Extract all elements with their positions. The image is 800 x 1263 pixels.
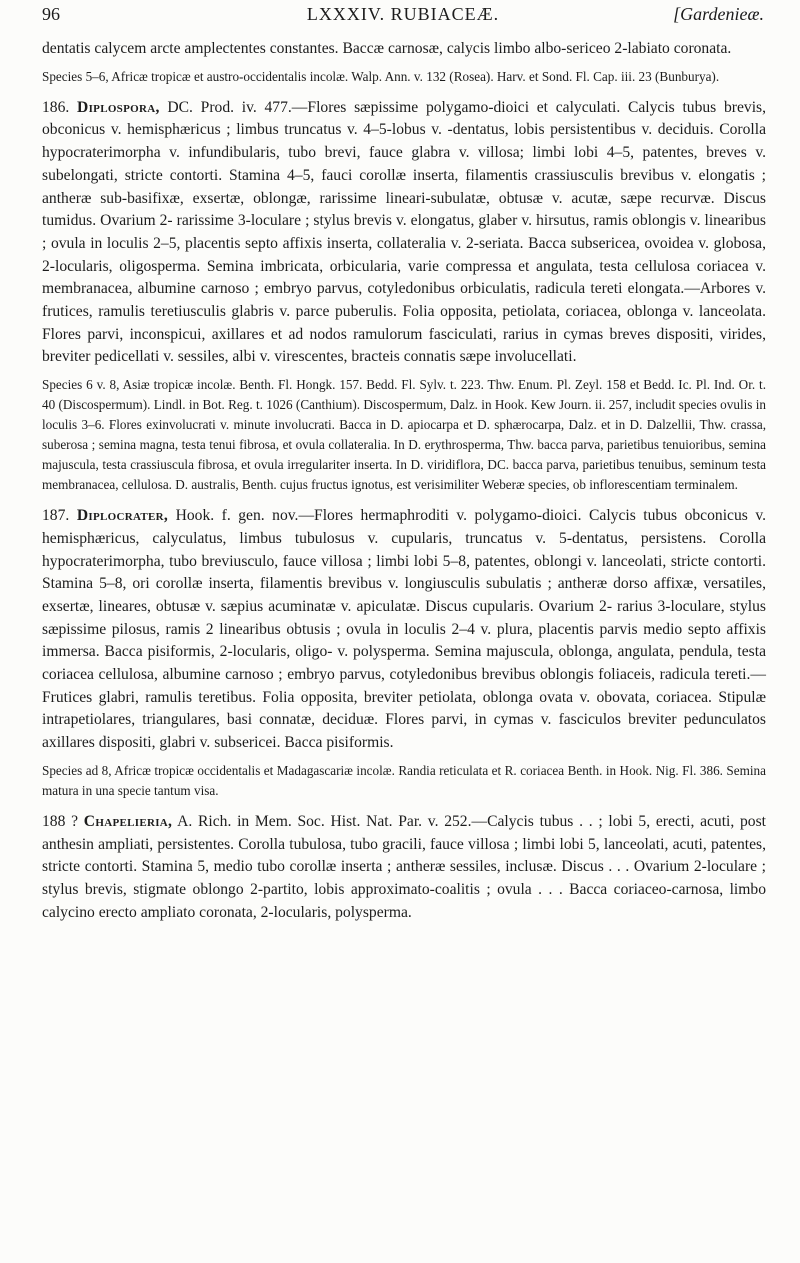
- genus-description: A. Rich. in Mem. Soc. Hist. Nat. Par. v. 252.—Calycis tubus . . ; lobi 5, erecti, acuti, post anthesin ampliati, persistentes. Corolla tubulosa, tubo gracili, fauce villosa ; limbi lobi 5, lanceolati, acuti, patentes, stricte contorti. Stamina 5, medio tubo corollæ inserta ; antheræ sessiles, inclusæ. Discus . . . Ovarium 2-loculare ; stylus brevis, stigmate oblongo 2-partito, lobis approximato-coalitis ; ovula . . . Bacca coriaceo-carnosa, limbo calycino erecto ampliato coronata, 2-locularis, polysperma.: [42, 812, 766, 921]
- species-note: [42, 761, 766, 801]
- genus-number: 188 ?: [42, 812, 79, 830]
- genus-entry-chapelieria: [42, 811, 766, 925]
- page-number: 96: [42, 4, 60, 24]
- genus-name: Diplospora,: [77, 98, 160, 116]
- paragraph-text: Species ad 8, Africæ tropicæ occidentalis et Madagascariæ incolæ. Randia reticulata et R. coriacea Benth. in Hook. Nig. Fl. 386. Semina matura in una specie tantum visa.: [42, 762, 766, 798]
- family-title: LXXXIV. RUBIACEÆ.: [306, 4, 500, 24]
- genus-number: 186.: [42, 98, 70, 116]
- paragraph-text: Species 6 v. 8, Asiæ tropicæ incolæ. Benth. Fl. Hongk. 157. Bedd. Fl. Sylv. t. 223. Thw. Enum. Pl. Zeyl. 158 et Bedd. Ic. Pl. Ind. Or. t. 40 (Discospermum). Lindl. in Bot. Reg. t. 1026 (Canthium). Discospermum, Dalz. in Hook. Kew Journ. ii. 257, includit species ovulis in loculis 3–6. Flores exinvolucrati v. minute involucrati. Bacca in D. apiocarpa et D. sphærocarpa, Dalz. et in D. Dalzellii, Thw. crassa, suberosa ; semina magna, testa tenui fibrosa, et ovula collateralia. In D. erythrosperma, Thw. bacca parva, parietibus tenuioribus, semina majuscula, testa crassiuscula fibrosa, et ovula irregulariter inserta. In D. viridiflora, DC. bacca parva, parietibus tenuibus, seminum testa membranacea, cellulosa. D. australis, Benth. cujus fructus ignotus, est verisimiliter Weberæ species, ob inflorescentiam terminalem.: [42, 377, 766, 493]
- tribe-name: [Gardenieæ.: [673, 4, 764, 24]
- continuation-paragraph: [42, 38, 766, 61]
- genus-name: Diplocrater,: [76, 507, 169, 525]
- genus-description: DC. Prod. iv. 477.—Flores sæpissime polygamo-dioici et calyculati. Calycis tubus brevis, obconicus v. hemisphæricus ; limbus truncatus v. 4–5-lobus v. -dentatus, lobis persistentibus v. deciduis. Corolla hypocraterimorpha v. infundibularis, tubo brevi, fauce glabra v. villosa; limbi lobi 4–5, patentes, breves v. subelongati, stricte contorti. Stamina 4–5, fauci corollæ inserta, filamentis crassiusculis brevibus v. elongatis ; antheræ sub-basifixæ, exsertæ, oblongæ, rarissime lineari-subulatæ, obtusæ v. acutæ, sæpe recurvæ. Discus tumidus. Ovarium 2- rarissime 3-loculare ; stylus brevis v. elongatus, glaber v. hirsutus, ramis oblongis v. linearibus ; ovula in loculis 2–5, placentis septo affixis inserta, collateralia v. 2-seriata. Bacca subsericea, ovoidea v. globosa, 2-locularis, oligosperma. Semina imbricata, orbicularia, varie compressa et angulata, testa cellulosa coriacea v. membranacea, albumine carnoso ; embryo parvus, cotyledonibus orbiculatis, radicula tereti elongata.—Arbores v. frutices, ramulis teretiusculis glabris v. parce puberulis. Folia opposita, petiolata, coriacea, oblonga v. lanceolata. Flores parvi, inconspicui, axillares et ad nodos ramulorum fasciculati, rarius in cymas breves dispositi, virides, breviter pedicellati v. sessiles, albi v. virescentes, bracteis connatis sæpe involucellati.: [42, 98, 766, 366]
- species-note: [42, 67, 766, 87]
- page-body: [42, 38, 766, 924]
- genus-description: Hook. f. gen. nov.—Flores hermaphroditi v. polygamo-dioici. Calycis tubus obconicus v. hemisphæricus, calyculatus, limbus tubulosus v. cupularis, truncatus v. 5-dentatus, persistens. Corolla hypocraterimorpha, tubo breviusculo, fauce villosa ; limbi lobi 5–8, patentes, oblongi v. lanceolati, stricte contorti. Stamina 5–8, ori corollæ inserta, filamentis brevibus v. longiusculis subulatis ; antheræ dorso affixæ, versatiles, exsertæ, lineares, obtusæ v. sæpius acuminatæ v. apiculatæ. Discus cupularis. Ovarium 2- rarius 3-loculare, stylus sæpissime pilosus, ramis 2 linearibus obtusis ; ovula in loculis 2–4 v. plura, placentis parvis medio septo affixis immersa. Bacca pisiformis, 2-locularis, oligo- v. polysperma. Semina majuscula, oblonga, angulata, pendula, testa coriacea cellulosa, albumine carnoso ; embryo parvus, cotyledonibus brevibus oblongis foliaceis, radicula tereti.—Frutices glabri, ramulis teretibus. Folia opposita, breviter petiolata, oblonga ovata v. obovata, coriacea. Stipulæ intrapetiolares, triangulares, basi connatæ, deciduæ. Flores parvi, in cymas v. fasciculos breviter pedunculatos axillares dispositi, glabri v. subsericei. Bacca pisiformis.: [42, 507, 767, 752]
- running-header: [42, 2, 764, 28]
- paragraph-text: dentatis calycem arcte amplectentes constantes. Baccæ carnosæ, calycis limbo albo-sericeo 2-labiato coronata.: [42, 40, 732, 57]
- genus-number: 187.: [42, 507, 70, 525]
- genus-entry-diplocrater: [42, 505, 766, 755]
- genus-entry-diplospora: [42, 97, 766, 369]
- genus-name: Chapelieria,: [83, 812, 173, 830]
- species-note: [42, 375, 766, 495]
- paragraph-text: Species 5–6, Africæ tropicæ et austro-occidentalis incolæ. Walp. Ann. v. 132 (Rosea). Harv. et Sond. Fl. Cap. iii. 23 (Bunburya).: [42, 68, 720, 84]
